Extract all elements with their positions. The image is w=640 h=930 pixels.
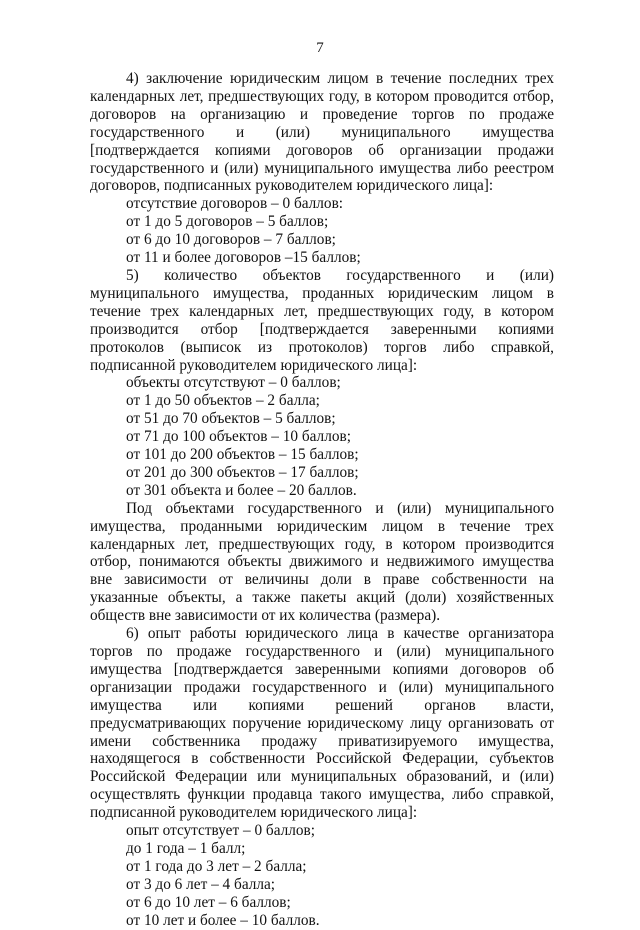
list-item: от 6 до 10 договоров – 7 баллов; xyxy=(126,231,336,249)
list-item: от 6 до 10 лет – 6 баллов; xyxy=(126,893,291,911)
list-item: опыт отсутствует – 0 баллов; xyxy=(126,822,316,840)
list-item: от 71 до 100 объектов – 10 баллов; xyxy=(126,428,351,446)
list-item: до 1 года – 1 балл; xyxy=(126,839,246,857)
list-item: объекты отсутствуют – 0 баллов; xyxy=(126,374,341,392)
paragraph-criterion-4: 4) заключение юридическим лицом в течение последних трех календарных лет, предшествующих году, в котором проводится отбор, договоров на организацию и проведение торгов по продаже государственного и (или) муниципального имущества [подтверждается копиями договоров об организации продажи государственного и (или) муниципального имущества либо реестром договоров, подписанных руководителем юридического лица]: xyxy=(90,70,554,195)
paragraph-criterion-6: 6) опыт работы юридического лица в качестве организатора торгов по продаже государственного и (или) муниципального имущества [подтверждается заверенными копиями договоров об организации продажи государственного и (или) муниципального имущества или копиями решений органов власти, предусматривающих поручение юридическому лицу организовать от имени собственника продажу приватизируемого имущества, находящегося в собственности Российской Федерации, субъектов Российской Федерации или муниципальных образований, и (или) осуществлять функции продавца такого имущества, либо справкой, подписанной руководителем юридического лица]: xyxy=(90,625,554,822)
list-item: от 11 и более договоров –15 баллов; xyxy=(126,249,361,267)
list-item: от 1 до 50 объектов – 2 балла; xyxy=(126,392,320,410)
document-body xyxy=(90,70,554,930)
page-number: 7 xyxy=(316,40,324,56)
list-item: от 301 объекта и более – 20 баллов. xyxy=(126,481,357,499)
list-item: от 1 до 5 договоров – 5 баллов; xyxy=(126,213,329,231)
list-item: от 201 до 300 объектов – 17 баллов; xyxy=(126,463,359,481)
list-item: от 1 года до 3 лет – 2 балла; xyxy=(126,857,307,875)
list-item: от 3 до 6 лет – 4 балла; xyxy=(126,875,276,893)
list-item: от 10 лет и более – 10 баллов. xyxy=(126,911,320,929)
list-item: от 101 до 200 объектов – 15 баллов; xyxy=(126,446,359,464)
list-item: от 51 до 70 объектов – 5 баллов; xyxy=(126,410,336,428)
paragraph-definition: Под объектами государственного и (или) муниципального имущества, проданными юридическим лицом в течение трех календарных лет, предшествующих году, в котором производится отбор, понимаются объекты движимого и недвижимого имущества вне зависимости от величины доли в праве собственности на указанные объекты, а также пакеты акций (доли) хозяйственных обществ вне зависимости от их количества (размера). xyxy=(90,499,554,625)
paragraph-criterion-5: 5) количество объектов государственного и (или) муниципального имущества, проданных юридическим лицом в течение трех календарных лет, предшествующих году, в котором производится отбор [подтверждается заверенными копиями протоколов (выписок из протоколов) торгов либо справкой, подписанной руководителем юридического лица]: xyxy=(90,266,554,374)
list-item: отсутствие договоров – 0 баллов: xyxy=(126,195,344,213)
